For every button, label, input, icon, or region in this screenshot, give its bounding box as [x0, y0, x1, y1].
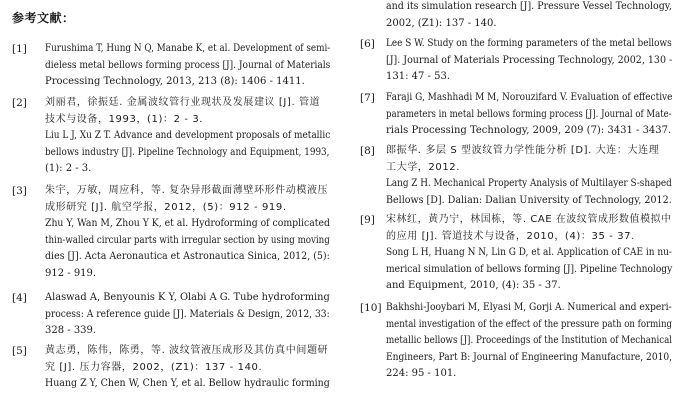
reference-line: parameters in metal bellows forming process [J]. Journal of Mate- — [386, 108, 672, 120]
reference-line: 2002, (Z1): 137 - 140. — [386, 17, 497, 29]
reference-line: Huang Z Y, Chen W, Chen Y, et al. Bellow hydraulic forming — [45, 378, 330, 390]
reference-text — [386, 300, 672, 383]
reference-line: 宋林红，黄乃宁，林国栋，等. CAE 在波纹管成形数值模拟中 — [386, 214, 672, 225]
reference-line: 328 - 339. — [45, 325, 97, 337]
reference-line: 的应用 [J]. 管道技术与设备，2010，(4)：35 - 37. — [386, 230, 635, 242]
reference-line: and Equipment, 2010, (4): 35 - 37. — [386, 280, 561, 292]
reference-line: 朱宇，万敏，周应科，等. 复杂异形截面薄壁环形件动模液压 — [45, 185, 329, 196]
reference-line: and its simulation research [J]. Pressure Vessel Technology, — [386, 1, 672, 12]
reference-line: Faraji G, Mashhadi M M, Norouzifard V. Evaluation of effective — [386, 92, 673, 103]
reference-number: [2] — [12, 97, 27, 109]
reference-text — [45, 343, 330, 393]
references-heading: 参考文献： — [12, 11, 75, 25]
reference-text — [386, 212, 672, 295]
reference-text — [386, 90, 672, 140]
reference-line: bellows industry [J]. Pipeline Technology and Equipment, 1993, — [45, 146, 330, 158]
reference-line: 黄志勇，陈伟，陈勇，等. 波纹管液压成形及其仿真中间题研 — [45, 345, 329, 356]
reference-line: process: A reference guide [J]. Materials & Design, 2012, 33: — [45, 308, 330, 320]
reference-line: Lang Z H. Mechanical Property Analysis of Multilayer S-shaped — [386, 178, 672, 190]
reference-number: [10] — [360, 302, 382, 314]
reference-line: 究 [J]. 压力容器，2002，(Z1)：137 - 140. — [45, 361, 263, 373]
reference-line: Bellows [D]. Dalian: Dalian University of Technology, 2012. — [386, 194, 672, 206]
reference-line: metallic bellows [J]. Proceedings of the Institution of Mechanical — [386, 335, 673, 347]
reference-line: 131: 47 - 53. — [386, 71, 450, 83]
reference-text — [386, 36, 672, 86]
reference-line: Liu L J, Xu Z T. Advance and development proposals of metallic — [45, 130, 331, 142]
reference-number: [3] — [12, 185, 27, 197]
reference-line: Lee S W. Study on the forming parameters of the metal bellows — [386, 38, 672, 49]
reference-line: Song L H, Huang N N, Lin G D, et al. Application of CAE in nu- — [386, 247, 672, 259]
reference-line: Bakhshi-Jooybari M, Elyasi M, Gorji A. Numerical and experi- — [386, 302, 672, 313]
reference-text — [386, 143, 672, 209]
reference-number: [8] — [360, 145, 375, 157]
reference-number: [4] — [12, 292, 27, 304]
reference-line: Processing Technology, 2013, 213 (8): 1406 - 1411. — [45, 76, 305, 88]
reference-number: [6] — [360, 38, 375, 50]
reference-line: 郎振华. 多层 S 型波纹管力学性能分析 [D]. 大连：大连理 — [386, 145, 660, 156]
reference-line: merical simulation of bellows forming [J]. Pipeline Technology — [386, 263, 673, 275]
reference-line: 912 - 919. — [45, 267, 97, 279]
reference-line: 技术与设备，1993，(1)：2 - 3. — [45, 113, 204, 125]
reference-text — [45, 95, 330, 178]
reference-number: [7] — [360, 92, 375, 104]
reference-line: [J]. Journal of Materials Processing Technology, 2002, 130 - — [386, 54, 673, 66]
reference-line: Zhu Y, Wan M, Zhou Y K, et al. Hydroforming of complicated — [45, 218, 330, 230]
reference-line: dieless metal bellows forming process [J]. Journal of Materials — [45, 59, 331, 71]
reference-line: thin-walled circular parts with irregular section by using moving — [45, 234, 330, 246]
reference-line: rials Processing Technology, 2009, 209 (7): 3431 - 3437. — [386, 125, 672, 137]
reference-number: [9] — [360, 214, 375, 226]
reference-line: Alaswad A, Benyounis K Y, Olabi A G. Tube hydroforming — [45, 292, 330, 303]
reference-line: 工大学，2012. — [386, 161, 461, 173]
reference-text — [45, 41, 330, 91]
reference-line: 成形研究 [J]. 航空学报，2012，(5)：912 - 919. — [45, 201, 287, 213]
reference-line: 刘丽君，徐振廷. 金属波纹管行业现状及发展建议 [J]. 管道 — [45, 97, 321, 108]
reference-line: (1): 2 - 3. — [45, 163, 92, 175]
reference-line: Furushima T, Hung N Q, Manabe K, et al. Development of semi- — [45, 43, 331, 54]
reference-line: 224: 95 - 101. — [386, 368, 457, 380]
reference-text — [45, 290, 330, 340]
reference-line: mental investigation of the effect of the pressure path on forming — [386, 318, 673, 330]
reference-line: Engineers, Part B: Journal of Engineering Manufacture, 2010, — [386, 351, 673, 363]
reference-text — [386, 0, 672, 32]
reference-text — [45, 183, 330, 283]
reference-number: [5] — [12, 345, 27, 357]
reference-number: [1] — [12, 43, 27, 55]
reference-line: dies [J]. Acta Aeronautica et Astronautica Sinica, 2012, (5): — [45, 251, 330, 263]
